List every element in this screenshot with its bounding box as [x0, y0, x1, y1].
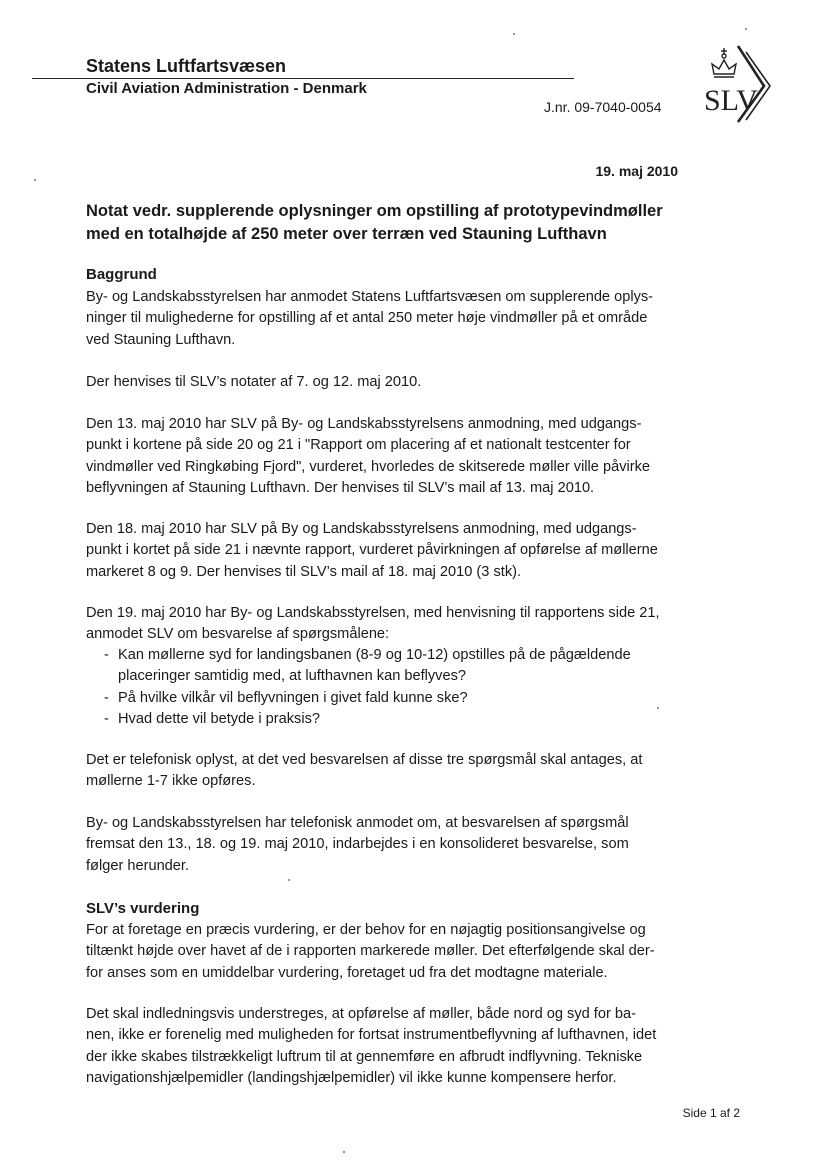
scan-speck	[34, 179, 36, 181]
page-number: Side 1 af 2	[682, 1106, 740, 1120]
slv-crown-logo	[700, 44, 780, 124]
text-line: På hvilke vilkår vil beflyvningen i givet fald kunne ske?	[118, 689, 468, 706]
paragraph-7	[86, 813, 686, 877]
text-line: Det skal indledningsvis understreges, at opførelse af møller, både nord og syd for ba-	[86, 1006, 636, 1022]
text-line: ved Stauning Lufthavn.	[86, 331, 236, 348]
bullet-dash: -	[104, 710, 109, 727]
list-item	[86, 688, 686, 709]
list-item	[86, 645, 686, 688]
scan-speck	[513, 33, 515, 35]
paragraph-2	[86, 372, 686, 393]
title-line: Notat vedr. supplerende oplysninger om opstilling af prototypevindmøller	[86, 202, 663, 220]
text-line: By- og Landskabsstyrelsen har anmodet Statens Luftfartsvæsen om supplerende oplys-	[86, 289, 654, 305]
organization-subtitle: Civil Aviation Administration - Denmark	[86, 80, 367, 97]
scan-speck	[657, 707, 659, 709]
text-line: for anses som en umiddelbar vurdering, foretaget ud fra det modtagne materiale.	[86, 964, 608, 981]
paragraph-6	[86, 750, 686, 793]
paragraph-8	[86, 920, 686, 984]
scan-speck	[343, 1151, 345, 1153]
section-heading-background: Baggrund	[86, 266, 157, 283]
text-line: Hvad dette vil betyde i praksis?	[118, 710, 320, 727]
text-line: punkt i kortene på side 20 og 21 i "Rapport om placering af et nationalt testcenter for	[86, 437, 631, 454]
text-line: fremsat den 13., 18. og 19. maj 2010, indarbejdes i en konsolideret besvarelse, som	[86, 836, 629, 853]
text-line: Kan møllerne syd for landingsbanen (8-9 og 10-12) opstilles på de pågældende	[118, 647, 631, 663]
text-line: vindmøller ved Ringkøbing Fjord", vurderet, hvorledes de skitserede møller ville påvirke	[86, 458, 651, 475]
logo-text: SLV	[704, 84, 758, 117]
section-heading-assessment: SLV’s vurdering	[86, 900, 200, 917]
text-line: møllerne 1-7 ikke opføres.	[86, 773, 256, 790]
paragraph-1	[86, 287, 686, 351]
paragraph-4	[86, 519, 686, 583]
text-line: navigationshjælpemidler (landingshjælpemidler) vil ikke kunne kompensere herfor.	[86, 1069, 617, 1086]
text-line: ninger til mulighederne for opstilling af et antal 250 meter høje vindmøller på et område	[86, 310, 648, 327]
bullet-dash: -	[104, 689, 109, 706]
text-line: Der henvises til SLV’s notater af 7. og 12. maj 2010.	[86, 374, 422, 390]
organization-name: Statens Luftfartsvæsen	[86, 56, 287, 76]
text-line: Den 13. maj 2010 har SLV på By- og Landskabsstyrelsens anmodning, med udgangs-	[86, 416, 642, 432]
journal-number: J.nr. 09-7040-0054	[544, 99, 662, 115]
text-line: Den 18. maj 2010 har SLV på By og Landskabsstyrelsens anmodning, med udgangs-	[86, 521, 637, 537]
header-divider	[32, 78, 574, 79]
bullet-dash: -	[104, 647, 109, 663]
paragraph-5	[86, 603, 686, 646]
text-line: Det er telefonisk oplyst, at det ved besvarelsen af disse tre spørgsmål skal antages, at	[86, 752, 643, 768]
text-line: markeret 8 og 9. Der henvises til SLV’s mail af 18. maj 2010 (3 stk).	[86, 563, 522, 580]
text-line: nen, ikke er forenelig med muligheden for fortsat instrumentbeflyvning af lufthavnen, idet	[86, 1027, 657, 1044]
text-line: tiltænkt højde over havet af de i rapporten markerede møller. Det efterfølgende skal der-	[86, 943, 655, 960]
text-line: Den 19. maj 2010 har By- og Landskabsstyrelsen, med henvisning til rapportens side 21,	[86, 605, 660, 621]
document-title	[86, 200, 686, 246]
text-line: der ikke skabes tilstrækkeligt luftrum til at gennemføre en afbrudt indflyvning. Tekniske	[86, 1048, 643, 1065]
text-line: By- og Landskabsstyrelsen har telefonisk anmodet om, at besvarelsen af spørgsmål	[86, 815, 629, 831]
question-list	[86, 645, 686, 730]
title-line: med en totalhøjde af 250 meter over terræn ved Stauning Lufthavn	[86, 225, 607, 243]
list-item	[86, 709, 686, 730]
text-line: anmodet SLV om besvarelse af spørgsmålene:	[86, 626, 390, 643]
text-line: beflyvningen af Stauning Lufthavn. Der henvises til SLV’s mail af 13. maj 2010.	[86, 479, 595, 496]
text-line: For at foretage en præcis vurdering, er der behov for en nøjagtig positionsangivelse og	[86, 922, 646, 938]
paragraph-9	[86, 1004, 686, 1089]
scan-speck	[745, 28, 747, 30]
scan-speck	[288, 879, 290, 881]
text-line: følger herunder.	[86, 857, 190, 874]
paragraph-3	[86, 414, 686, 499]
document-date: 19. maj 2010	[595, 163, 678, 179]
text-line: punkt i kortet på side 21 i nævnte rapport, vurderet påvirkningen af opførelse af møllerne	[86, 542, 658, 559]
text-line: placeringer samtidig med, at lufthavnen kan beflyves?	[118, 668, 467, 685]
